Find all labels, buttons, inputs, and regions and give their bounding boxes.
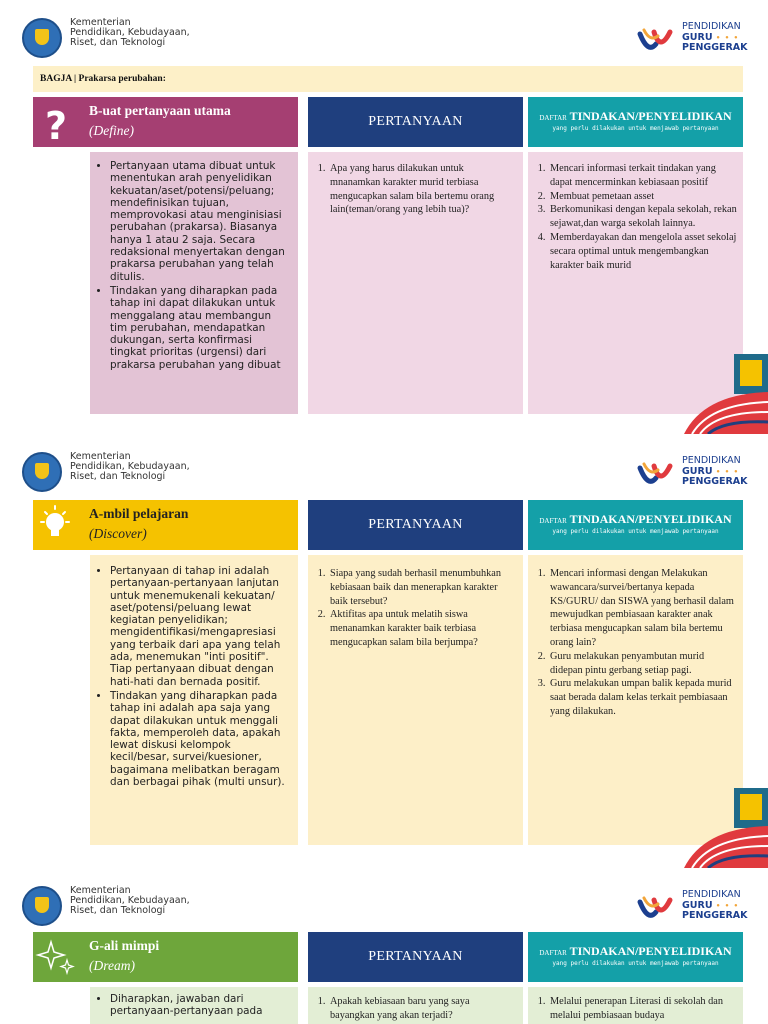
lightbulb-icon [33, 500, 81, 550]
question-item: 1. Siapa yang sudah berhasil menumbuhkan kebiasaan baik dan menerapkan karakter baik tersebut? [328, 567, 515, 608]
question-item: 1. Apakah kebiasaan baru yang saya bayangkan yang akan terjadi? [328, 995, 515, 1023]
ministry-logo [22, 886, 62, 926]
bagja-label [33, 66, 743, 92]
slide-define [0, 0, 768, 434]
column-header-question [308, 500, 523, 550]
ministry-logo [22, 18, 62, 58]
stage-header-dream [33, 932, 298, 982]
column-action-label: TINDAKAN/PENYELIDIKAN [569, 512, 732, 526]
action-item: 3. Guru melakukan umpan balik kepada murid saat berada dalam kelas terkait pembiasaan yang dilakukan. [548, 677, 737, 718]
stage-header-define [33, 97, 298, 147]
column-question-label: PERTANYAAN [368, 114, 463, 129]
stage-title: G-ali mimpi [89, 938, 160, 953]
stage-subtitle: (Dream) [89, 958, 135, 973]
action-item: 1. Mencari informasi dengan Melakukan wawancara/survei/bertanya kepada KS/GURU/ dan SISWA yang berhasil dalam mewujudkan pembiasaan karakter anak terbiasa mengucapkan salam bila bertemu orang lain? [548, 567, 737, 650]
column-header-action [528, 500, 743, 550]
action-item: 3. Berkomunikasi dengan kepala sekolah, rekan sejawat,dan warga sekolah lainnya. [548, 203, 737, 231]
ministry-line: Kementerian [70, 17, 131, 28]
column-action-sub: yang perlu dilakukan untuk menjawab pertanyaan [552, 960, 719, 967]
column-action-sub: yang perlu dilakukan untuk menjawab pertanyaan [552, 125, 719, 132]
ministry-name [70, 18, 190, 48]
ministry-line: Riset, dan Teknologi [70, 905, 166, 916]
column-header-action [528, 97, 743, 147]
ministry-line: Riset, dan Teknologi [70, 471, 166, 482]
program-mark-icon [636, 458, 676, 490]
sparkle-icon [33, 932, 81, 982]
ministry-line: Kementerian [70, 885, 131, 896]
guide-bullet: • Tindakan yang diharapkan pada tahap ini adalah apa saja yang dapat dilakukan untuk menggali fakta, memperoleh data, apakah lewat diskusi kelompok kecil/besar, survei/kuesioner, bagaimana melibatkan beragam dan berbagai pihak (multi unsur). [110, 690, 290, 788]
program-dots: • • • [715, 467, 740, 476]
ministry-line: Pendidikan, Kebudayaan, [70, 27, 190, 38]
program-logo [636, 454, 748, 494]
stage-subtitle: (Discover) [89, 526, 147, 541]
program-logo [636, 888, 748, 928]
action-item: 2. Guru melakukan penyambutan murid didepan pintu gerbang setiap pagi. [548, 650, 737, 678]
column-header-action [528, 932, 743, 982]
ministry-line: Riset, dan Teknologi [70, 37, 166, 48]
program-mark-icon [636, 24, 676, 56]
slide-dream [0, 868, 768, 1024]
stage-title: A-mbil pelajaran [89, 506, 189, 521]
question-box [308, 555, 523, 845]
stage-subtitle: (Define) [89, 123, 134, 138]
question-item: 1. Apa yang harus dilakukan untuk mnanamkan karakter murid terbiasa mengucapkan salam bila bertemu orang lain(teman/orang yang lebih tua)? [328, 162, 515, 217]
guide-box [90, 987, 298, 1024]
program-line: PENGGERAK [682, 476, 748, 487]
guide-bullet: • Pertanyaan di tahap ini adalah pertanyaan-pertanyaan lanjutan untuk menemukenali kekuatan/ aset/potensi/peluang lewat kegiatan penyelidikan; mengidentifikasi/mengapresiasi yang terbaik dari apa yang telah ada, menemukan "inti positif". Tiap pertanyaan dibuat dengan hati-hati dan bernada positif. [110, 565, 290, 688]
program-line: PENGGERAK [682, 910, 748, 921]
column-action-prefix: DAFTAR [539, 949, 567, 957]
program-mark-icon [636, 892, 676, 924]
svg-text:?: ? [45, 104, 68, 147]
action-item: 1. Mencari informasi terkait tindakan yang dapat mencerminkan kebiasaan positif [548, 162, 737, 190]
column-action-label: TINDAKAN/PENYELIDIKAN [569, 109, 732, 123]
ministry-line: Kementerian [70, 451, 131, 462]
column-question-label: PERTANYAAN [368, 517, 463, 532]
column-header-question [308, 97, 523, 147]
program-line: GURU [682, 465, 713, 477]
guide-bullet: • Tindakan yang diharapkan pada tahap ini dapat dilakukan untuk menggalang atau membangun tim perubahan, mendapatkan dukungan, serta konfirmasi tingkat prioritas (urgensi) dari prakarsa perubahan yang dibuat [110, 285, 290, 371]
column-action-prefix: DAFTAR [539, 517, 567, 525]
program-line: GURU [682, 31, 713, 43]
ministry-line: Pendidikan, Kebudayaan, [70, 895, 190, 906]
program-line: PENGGERAK [682, 42, 748, 53]
program-dots: • • • [715, 33, 740, 42]
guide-box [90, 555, 298, 845]
action-item: 2. Membuat pemetaan asset [548, 190, 737, 204]
question-box [308, 987, 523, 1024]
question-item: 2. Aktifitas apa untuk melatih siswa menanamkan karakter baik terbiasa mengucapkan salam bila berjumpa? [328, 608, 515, 649]
program-logo [636, 20, 748, 60]
action-box [528, 987, 743, 1024]
action-item: 4. Memberdayakan dan mengelola asset sekolaj secara optimal untuk mengembangkan karakter baik murid [548, 231, 737, 272]
guide-bullet: • Pertanyaan utama dibuat untuk menentukan arah penyelidikan kekuatan/aset/potensi/peluang; mendefinisikan tujuan, memprovokasi atau menginisiasi perubahan (prakarsa). Biasanya hanya 1 atau 2 saja. Secara redaksional menyertakan dengan prakarsa perubahan yang telah ditulis. [110, 160, 290, 283]
ministry-name [70, 452, 190, 482]
column-question-label: PERTANYAAN [368, 949, 463, 964]
program-line: PENDIDIKAN [682, 455, 741, 466]
ministry-name [70, 886, 190, 916]
ministry-line: Pendidikan, Kebudayaan, [70, 461, 190, 472]
action-item: 1. Melalui penerapan Literasi di sekolah dan melalui pembiasaan budaya [548, 995, 737, 1023]
guide-bullet: • Diharapkan, jawaban dari pertanyaan-pertanyaan pada [110, 993, 290, 1018]
column-action-prefix: DAFTAR [539, 114, 567, 122]
program-line: GURU [682, 899, 713, 911]
program-line: PENDIDIKAN [682, 889, 741, 900]
program-dots: • • • [715, 901, 740, 910]
slide-discover [0, 434, 768, 868]
bagja-text: BAGJA | Prakarsa perubahan: [40, 74, 166, 84]
column-action-sub: yang perlu dilakukan untuk menjawab pertanyaan [552, 528, 719, 535]
question-box [308, 152, 523, 414]
column-action-label: TINDAKAN/PENYELIDIKAN [569, 944, 732, 958]
program-line: PENDIDIKAN [682, 21, 741, 32]
stage-header-discover [33, 500, 298, 550]
column-header-question [308, 932, 523, 982]
decorative-pattern-icon [684, 788, 768, 868]
stage-title: B-uat pertanyaan utama [89, 103, 231, 118]
question-mark-icon [33, 97, 81, 147]
ministry-logo [22, 452, 62, 492]
guide-box [90, 152, 298, 414]
decorative-pattern-icon [684, 354, 768, 434]
